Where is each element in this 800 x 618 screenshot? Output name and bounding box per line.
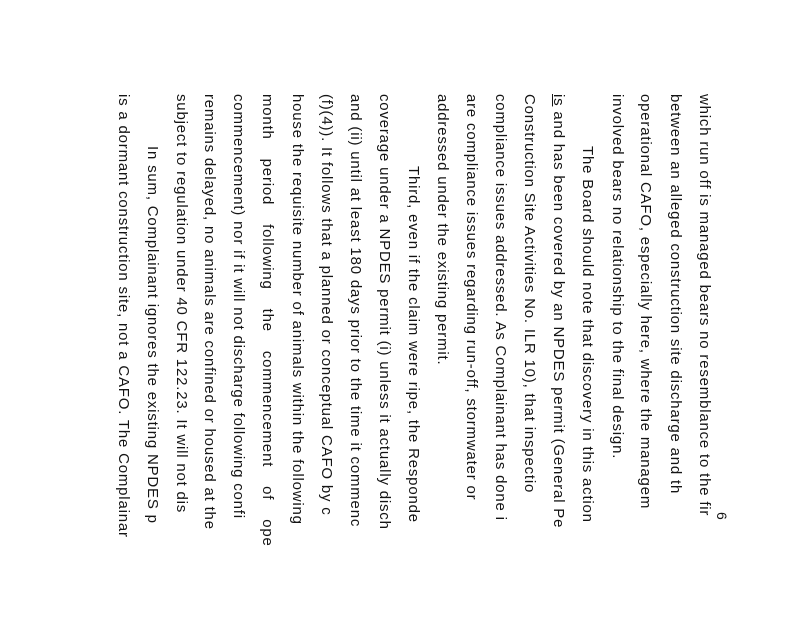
text-line: are compliance issues regarding run-off, stormwater or [463,94,480,501]
text-line-rest: and has been covered by an NPDES permit (General Pe [550,106,567,529]
text-line: involved bears no relationship to the final design. [609,94,626,460]
text-line: addressed under the existing permit. [434,94,451,366]
text-line: which run off is managed bears no resemblance to the fir [696,94,713,517]
text-line: operational CAFO, especially here, where the managem [637,94,654,510]
text-line [551,94,566,528]
text-line: and (ii) until at least 180 days prior to the time it commenc [347,94,364,528]
page-number: 6 [714,512,730,520]
text-line: house the requisite number of animals within the following [289,94,306,525]
text-line: compliance issues addressed. As Complainant has done i [492,94,509,521]
text-line: coverage under a NPDES permit (i) unless it actually disch [376,94,393,530]
text-line: In sum, Complainant ignores the existing NPDES p [144,146,161,524]
text-line: between an alleged construction site discharge and th [667,94,684,495]
text-line: The Board should note that discovery in this action [579,146,596,523]
text-line: remains delayed, no animals are confined or housed at the [201,94,218,530]
text-line: month period following the commencement of ope [259,94,276,547]
text-line: is a dormant construction site, not a CAFO. The Complainar [115,94,132,538]
text-line-underlined-word: is [550,94,567,107]
text-line: Construction Site Activities No. ILR 10), that inspectio [521,94,538,494]
text-line: Third, even if the claim were ripe, the Responde [405,166,422,523]
text-line: (f)(4)). It follows that a planned or conceptual CAFO by c [318,94,335,516]
text-line: commencement) nor if it will not discharge following confi [230,94,247,519]
text-line: subject to regulation under 40 CFR 122.23. It will not dis [173,94,190,514]
